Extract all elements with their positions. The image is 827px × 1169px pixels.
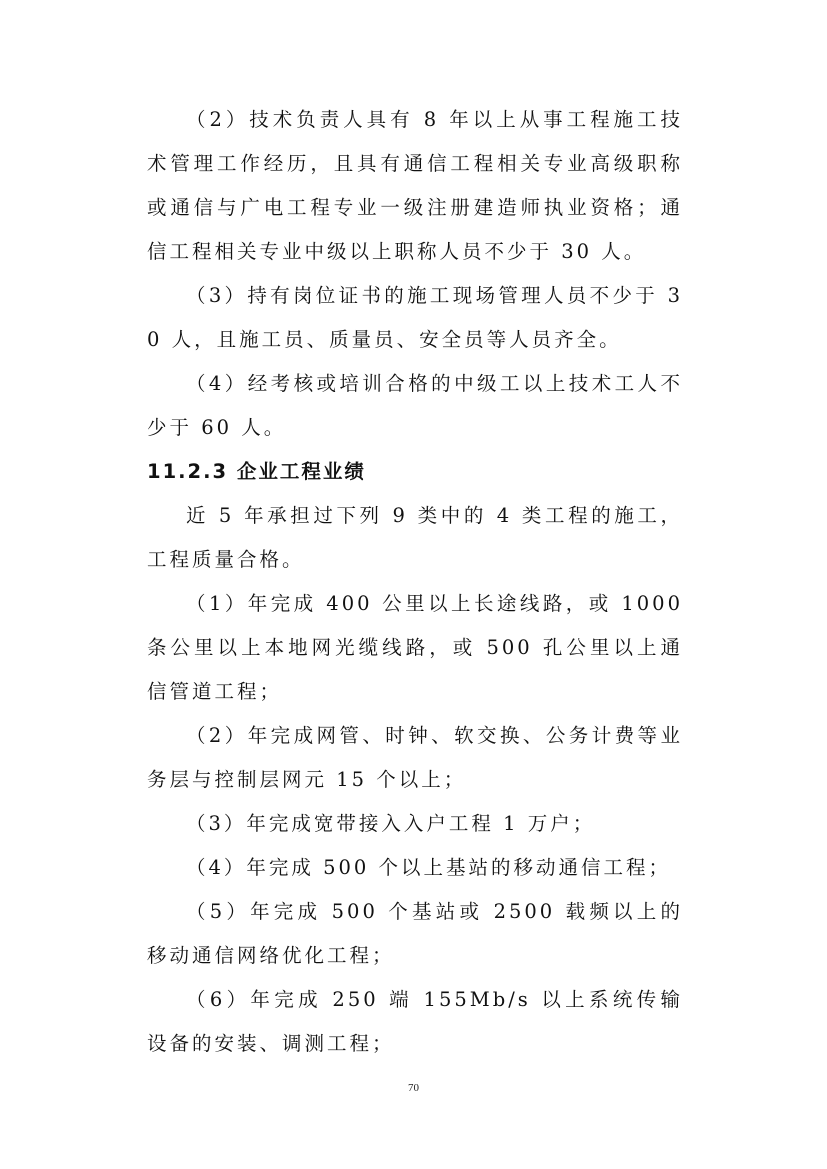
document-body: [147, 98, 683, 1066]
list-item: （5）年完成 500 个基站或 2500 载频以上的移动通信网络优化工程；: [147, 900, 683, 967]
list-item: （2）年完成网管、时钟、软交换、公务计费等业务层与控制层网元 15 个以上；: [147, 724, 683, 791]
paragraph-technical-lead: （2）技术负责人具有 8 年以上从事工程施工技术管理工作经历，且具有通信工程相关专业高级职称或通信与广电工程专业一级注册建造师执业资格；通信工程相关专业中级以上职称人员不少于 30 人。: [147, 108, 683, 263]
list-item: （4）年完成 500 个以上基站的移动通信工程；: [186, 856, 672, 879]
list-item: （1）年完成 400 公里以上长途线路，或 1000 条公里以上本地网光缆线路，或 500 孔公里以上通信管道工程；: [147, 592, 683, 703]
list-item: （6）年完成 250 端 155Mb/s 以上系统传输设备的安装、调测工程；: [147, 988, 683, 1055]
section-heading: 11.2.3 企业工程业绩: [147, 460, 366, 483]
paragraph-technical-workers: （4）经考核或培训合格的中级工以上技术工人不少于 60 人。: [147, 372, 683, 439]
list-item: （3）年完成宽带接入入户工程 1 万户；: [186, 812, 596, 835]
paragraph-performance-intro: 近 5 年承担过下列 9 类中的 4 类工程的施工，工程质量合格。: [147, 504, 683, 571]
page-number: 70: [408, 1082, 419, 1094]
paragraph-site-managers: （3）持有岗位证书的施工现场管理人员不少于 30 人，且施工员、质量员、安全员等人员齐全。: [147, 284, 683, 351]
